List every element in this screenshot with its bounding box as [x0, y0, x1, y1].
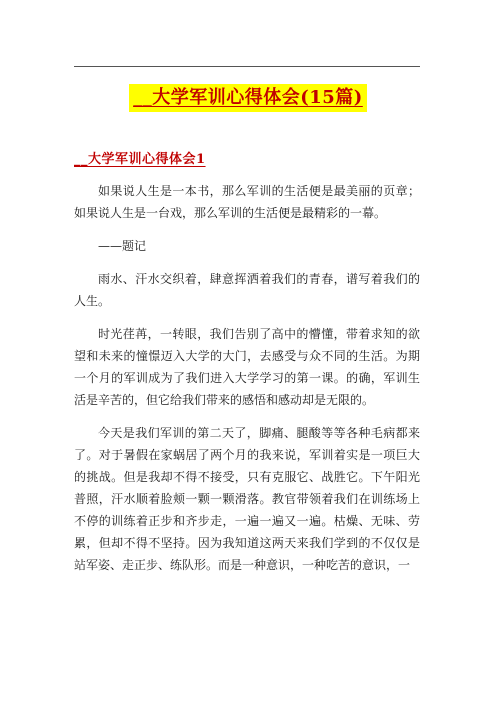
document-body: [74, 180, 420, 587]
paragraph: 如果说人生是一本书，那么军训的生活便是最美丽的页章；如果说人生是一台戏，那么军训的生活便是最精彩的一幕。: [74, 184, 420, 220]
paragraph: 时光荏苒，一转眼，我们告别了高中的懵懂，带着求知的欲望和未来的憧憬迈入大学的大门，去感受与众不同的生活。为期一个月的军训成为了我们进入大学学习的第一课。的确，军训生活是辛苦的，但它给我们带来的感悟和感动却是无限的。: [74, 327, 420, 407]
paragraph: 今天是我们军训的第二天了，脚痛、腿酸等等各种毛病都来了。对于暑假在家蜗居了两个月的我来说，军训着实是一项巨大的挑战。但是我却不得不接受，只有克服它、战胜它。下午阳光普照，汗水顺着脸颊一颗一颗滑落。教官带领着我们在训练场上不停的训练着正步和齐步走，一遍一遍又一遍。枯燥、无味、劳累，但却不得不坚持。因为我知道这两天来我们学到的不仅仅是站军姿、走正步、练队形。而是一种意识，一种吃苦的意识，一: [74, 426, 420, 572]
title-area: [0, 84, 496, 112]
top-rule: [74, 66, 420, 67]
document-title: __大学军训心得体会(15篇): [129, 84, 367, 112]
paragraph: ——题记: [98, 239, 147, 253]
section-heading: __大学军训心得体会1: [74, 152, 206, 167]
paragraph: 雨水、汗水交织着，肆意挥洒着我们的青春，谱写着我们的人生。: [74, 272, 420, 308]
